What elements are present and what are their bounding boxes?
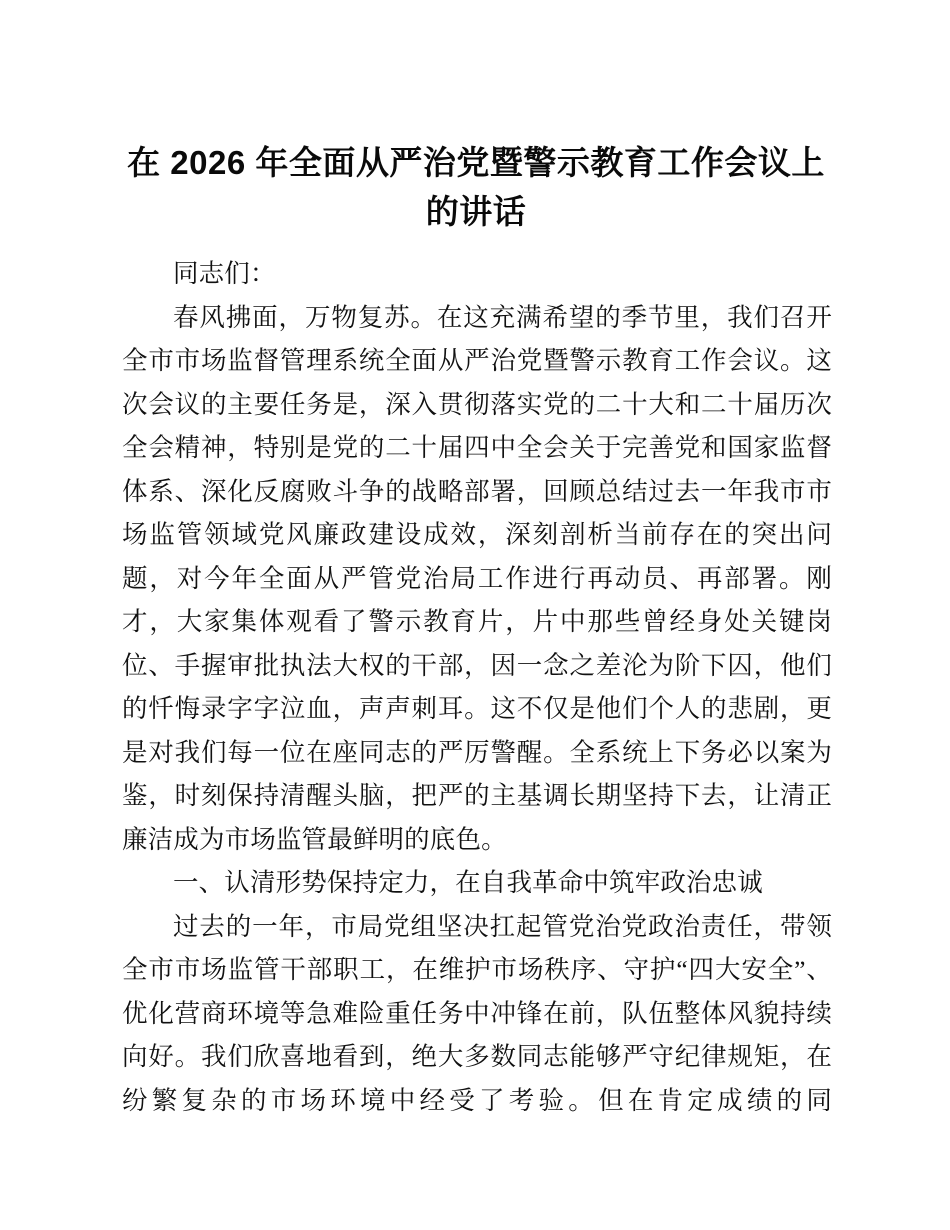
salutation: 同志们： — [173, 259, 276, 288]
document-body — [122, 252, 832, 1122]
opening-paragraph: 春风拂面，万物复苏。在这充满希望的季节里，我们召开全市市场监督管理系统全面从严治党暨警示教育工作会议。这次会议的主要任务是，深入贯彻落实党的二十大和二十届历次全会精神，特别是党的二十届四中全会关于完善党和国家监督体系、深化反腐败斗争的战略部署，回顾总结过去一年我市市场监管领域党风廉政建设成效，深刻剖析当前存在的突出问题，对今年全面从严管党治局工作进行再动员、再部署。刚才，大家集体观看了警示教育片，片中那些曾经身处关键岗位、手握审批执法大权的干部，因一念之差沦为阶下囚，他们的忏悔录字字泣血，声声刺耳。这不仅是他们个人的悲剧，更是对我们每一位在座同志的严厉警醒。全系统上下务必以案为鉴，时刻保持清醒头脑，把严的主基调长期坚持下去，让清正廉洁成为市场监管最鲜明的底色。 — [122, 302, 832, 854]
section-1-paragraph-1: 过去的一年，市局党组坚决扛起管党治党政治责任，带领全市市场监管干部职工，在维护市场秩序、守护“四大安全”、优化营商环境等急难险重任务中冲锋在前，队伍整体风貌持续向好。我们欣喜地看到，绝大多数同志能够严守纪律规矩，在纷繁复杂的市场环境中经受了考验。但在肯定成绩的同 — [122, 911, 832, 1115]
section-heading-1: 一、认清形势保持定力，在自我革命中筑牢政治忠诚 — [173, 868, 763, 897]
page-title — [122, 138, 830, 236]
page-title-line-1: 在 2026 年全面从严治党暨警示教育工作会议上 — [127, 144, 825, 181]
page-title-line-2: 的讲话 — [425, 193, 527, 230]
